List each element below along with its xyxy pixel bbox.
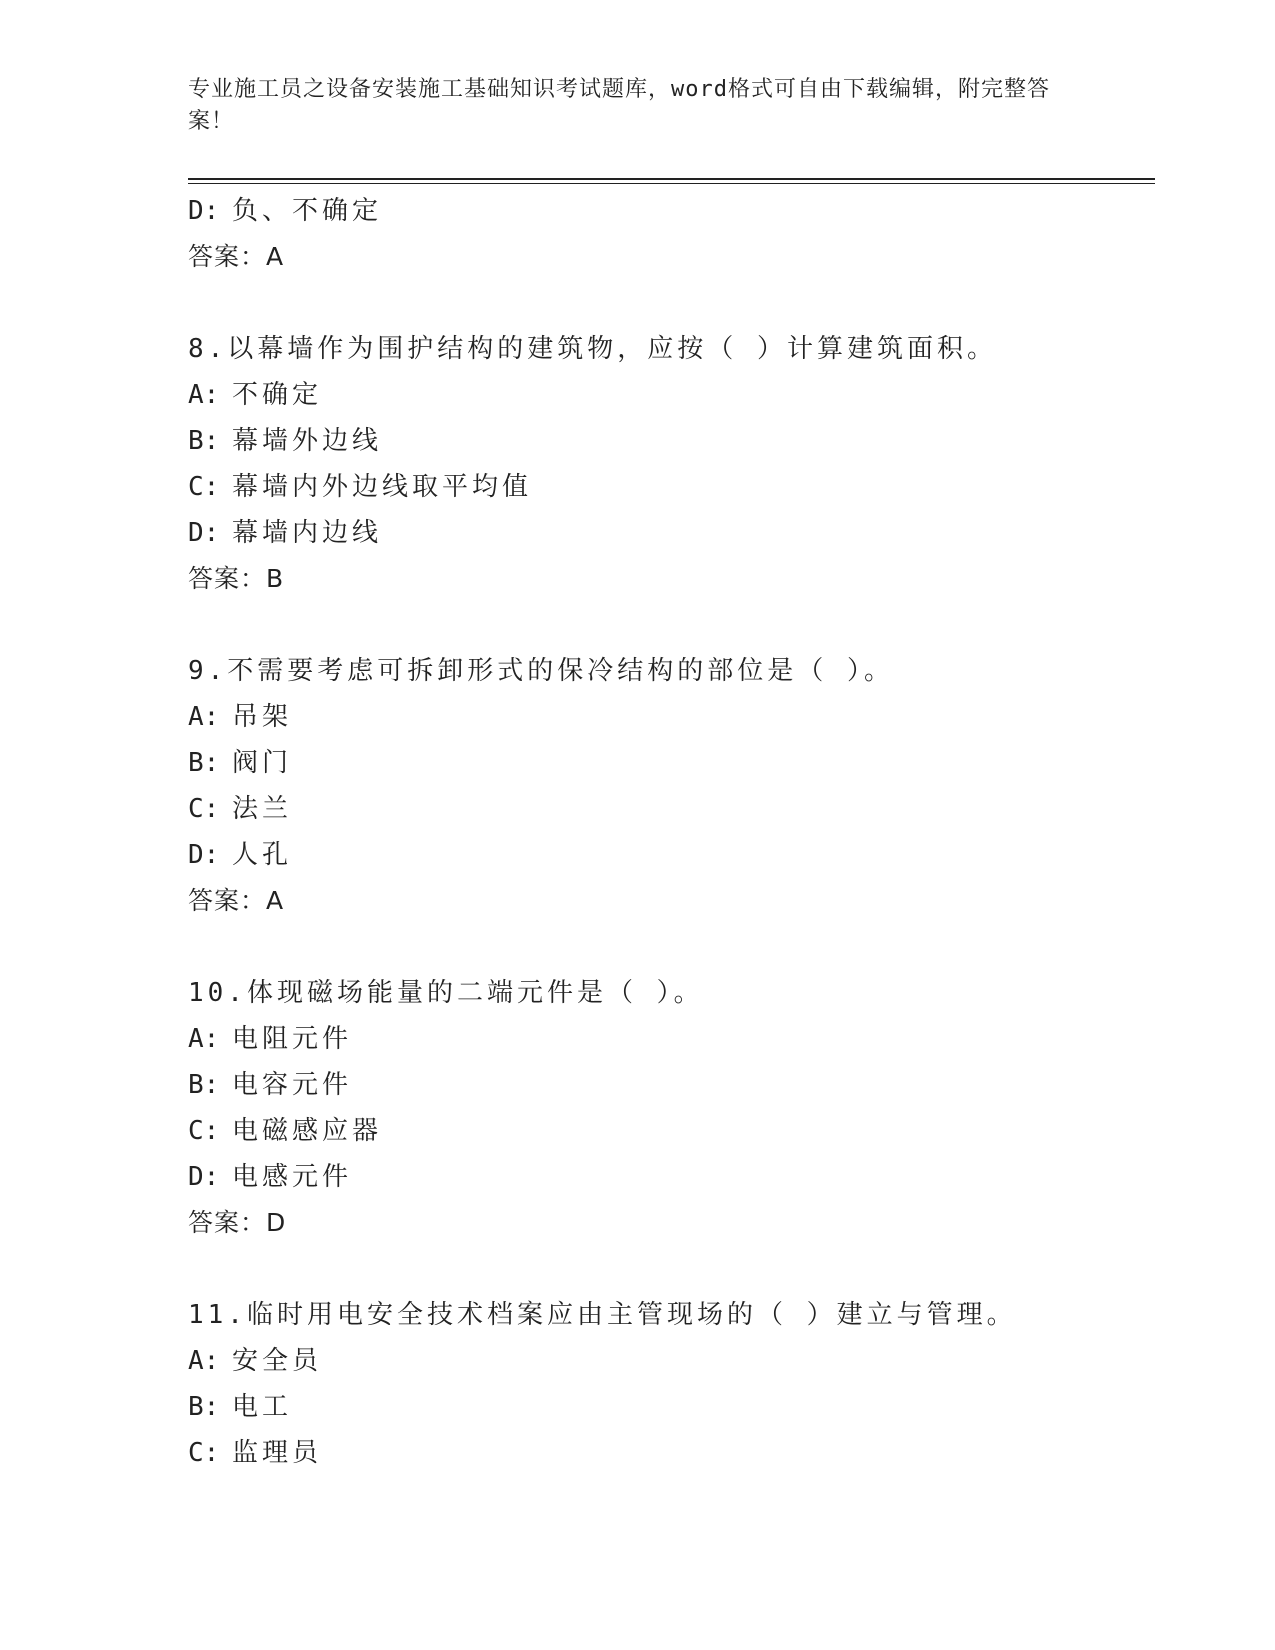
option-key: D:	[188, 1162, 220, 1192]
option-text: 人孔	[232, 840, 293, 870]
option-key: A:	[188, 702, 220, 732]
option-key: C:	[188, 794, 220, 824]
question-list	[188, 188, 1155, 1476]
option-b	[188, 1384, 1155, 1430]
option-key: C:	[188, 1116, 220, 1146]
option-text: 法兰	[232, 794, 293, 824]
answer-line: 答案：B	[188, 564, 285, 593]
option-d	[188, 1154, 1155, 1200]
option-key: D:	[188, 840, 220, 870]
answer-line: 答案：D	[188, 1208, 287, 1237]
option-text: 电磁感应器	[232, 1116, 383, 1146]
question-stem: 9.不需要考虑可拆卸形式的保冷结构的部位是（ ）。	[188, 656, 894, 686]
answer-line: 答案：A	[188, 886, 285, 915]
option-d	[188, 832, 1155, 878]
option-key: B:	[188, 426, 220, 456]
option-a	[188, 1016, 1155, 1062]
option-key: C:	[188, 472, 220, 502]
option-key: C:	[188, 1438, 220, 1468]
option-key: B:	[188, 1070, 220, 1100]
answer-line: 答案：A	[188, 242, 285, 271]
option-text: 监理员	[232, 1438, 323, 1468]
option-key: A:	[188, 380, 220, 410]
option-text: 幕墙内外边线取平均值	[232, 472, 533, 502]
option-text: 安全员	[232, 1346, 323, 1376]
option-key: D:	[188, 518, 220, 548]
option-text: 阀门	[232, 748, 293, 778]
option-d	[188, 510, 1155, 556]
option-text: 电容元件	[232, 1070, 353, 1100]
option-key: D:	[188, 196, 220, 226]
option-b	[188, 740, 1155, 786]
option-text: 不确定	[232, 380, 323, 410]
option-text: 幕墙外边线	[232, 426, 383, 456]
option-key: A:	[188, 1024, 220, 1054]
option-text: 负、不确定	[232, 196, 383, 226]
option-b	[188, 1062, 1155, 1108]
option-c	[188, 1430, 1155, 1476]
option-c	[188, 464, 1155, 510]
option-c	[188, 1108, 1155, 1154]
option-text: 电感元件	[232, 1162, 353, 1192]
option-b	[188, 418, 1155, 464]
option-key: B:	[188, 748, 220, 778]
option-text: 吊架	[232, 702, 293, 732]
option-text: 幕墙内边线	[232, 518, 383, 548]
option-text: 电工	[232, 1392, 293, 1422]
option-key: A:	[188, 1346, 220, 1376]
option-a	[188, 372, 1155, 418]
question-stem: 10.体现磁场能量的二端元件是（ ）。	[188, 978, 704, 1008]
option-text: 电阻元件	[232, 1024, 353, 1054]
option-c	[188, 786, 1155, 832]
option-key: B:	[188, 1392, 220, 1422]
question-stem: 11.临时用电安全技术档案应由主管现场的（ ）建立与管理。	[188, 1300, 1017, 1330]
option-d	[188, 188, 1155, 234]
option-a	[188, 1338, 1155, 1384]
document-header: 专业施工员之设备安装施工基础知识考试题库，word格式可自由下载编辑，附完整答案！	[188, 77, 1050, 134]
header-divider	[188, 178, 1155, 180]
header-divider-thin	[188, 183, 1155, 184]
option-a	[188, 694, 1155, 740]
question-stem: 8.以幕墙作为围护结构的建筑物，应按（ ）计算建筑面积。	[188, 334, 997, 364]
